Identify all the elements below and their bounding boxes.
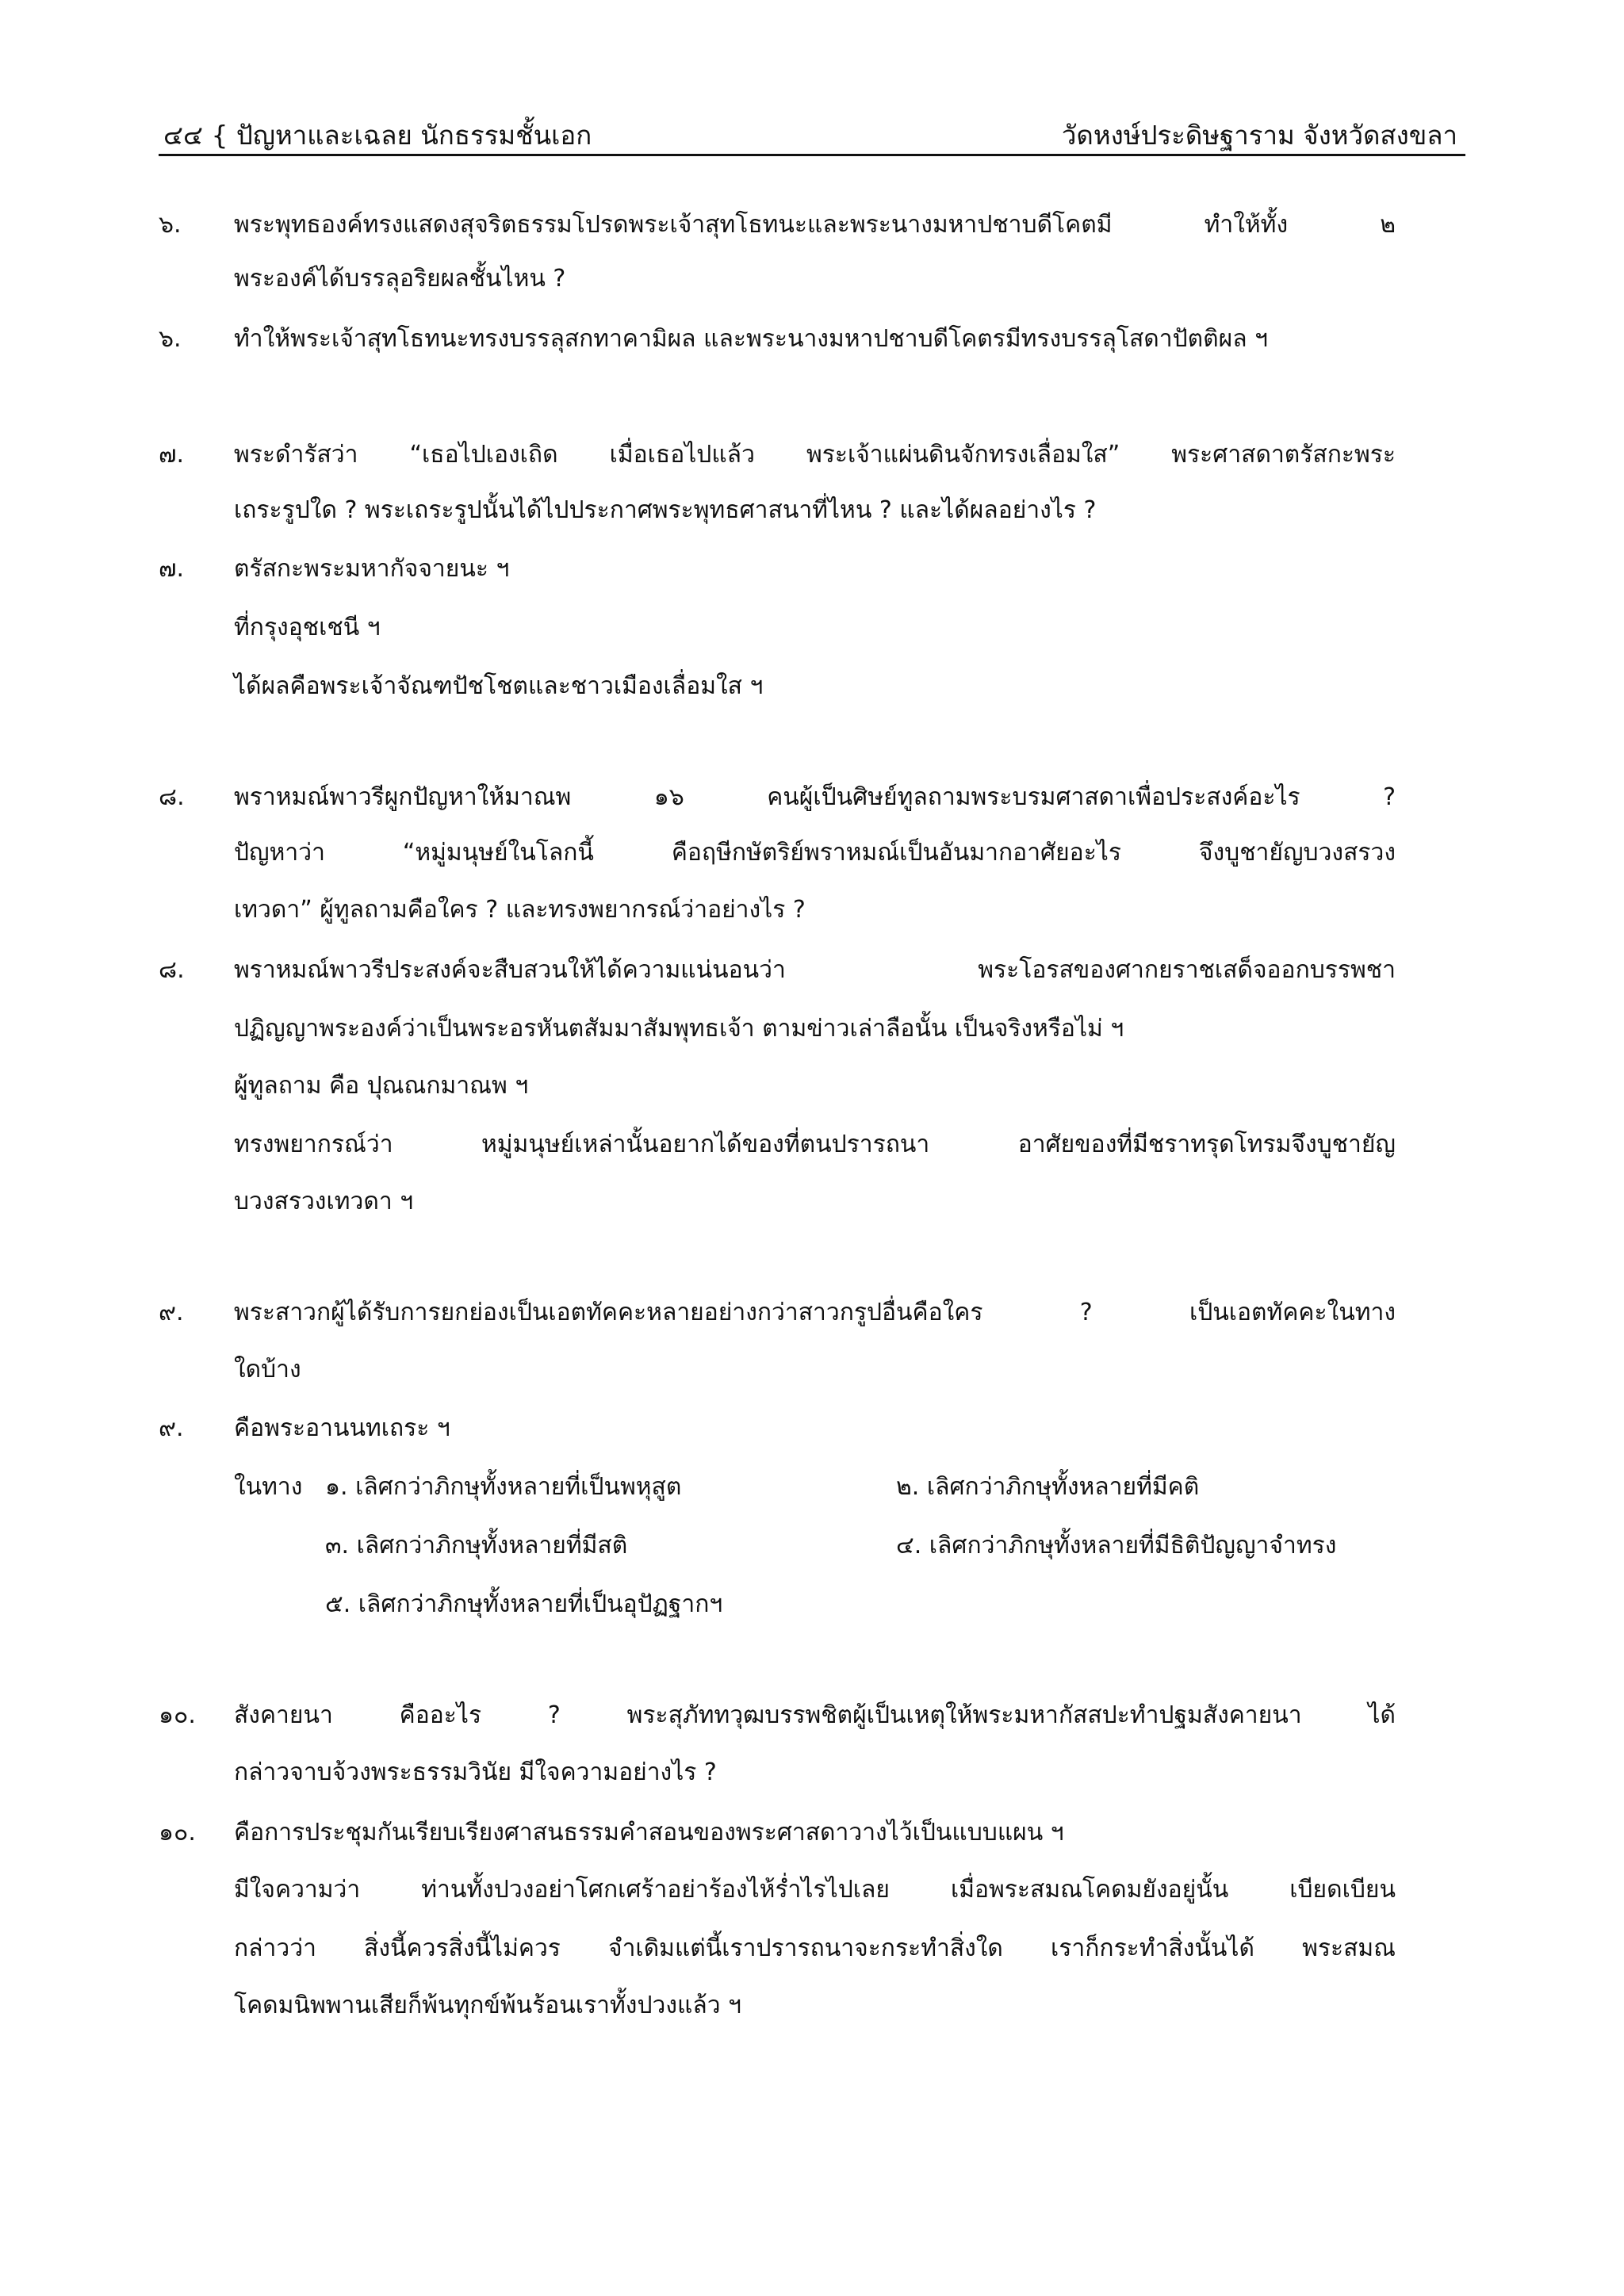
question-text: เถระรูปใด ? พระเถระรูปนั้นได้ไปประกาศพระพุทธศาสนาที่ไหน ? และได้ผลอย่างไร ? <box>234 496 1097 524</box>
question-text: พระพุทธองค์ทรงแสดงสุจริตธรรมโปรดพระเจ้าสุทโธทนะและพระนางมหาปชาบดีโคตมี ทำให้ทั้ง ๒ <box>234 211 1396 239</box>
question-text: กล่าวจาบจ้วงพระธรรมวินัย มีใจความอย่างไร ? <box>234 1758 717 1786</box>
answer-line <box>159 1405 1396 1452</box>
answer-text: พราหมณ์พาวรีประสงค์จะสืบสวนให้ได้ความแน่นอนว่า พระโอรสของศากยราชเสด็จออกบรรพชา <box>234 956 1396 984</box>
answer-line <box>159 663 1396 710</box>
question-line <box>159 886 1396 934</box>
answer-line <box>159 1178 1396 1226</box>
answer-line <box>159 1866 1396 1914</box>
question-line <box>159 1692 1396 1739</box>
question-text: พระดำรัสว่า “เธอไปเองเถิด เมื่อเธอไปแล้ว พระเจ้าแผ่นดินจักทรงเลื่อมใส” พระศาสดาตรัสกะพระ <box>234 441 1396 469</box>
question-line <box>159 487 1396 534</box>
question-line <box>159 774 1396 821</box>
answer-text: ตรัสกะพระมหากัจจายนะ ฯ <box>234 555 510 583</box>
question-text: เทวดา” ผู้ทูลถามคือใคร ? และทรงพยากรณ์ว่าอย่างไร ? <box>234 896 806 924</box>
question-text: พระสาวกผู้ได้รับการยกย่องเป็นเอตทัคคะหลายอย่างกว่าสาวกรูปอื่นคือใคร ? เป็นเอตทัคคะในทาง <box>234 1299 1396 1326</box>
answer-line <box>159 1809 1396 1857</box>
answer-number: ๘. <box>159 956 185 984</box>
answer-line <box>159 1121 1396 1169</box>
answer-number: ๑๐. <box>159 1819 196 1846</box>
question-line <box>159 1289 1396 1337</box>
answer-line <box>159 604 1396 652</box>
answer-line <box>159 545 1396 593</box>
answer-number: ๖. <box>159 325 182 353</box>
header-temple-name: วัดหงษ์ประดิษฐาราม จังหวัดสงขลา <box>1061 120 1457 151</box>
answer-text: ที่กรุงอุชเชนี ฯ <box>234 614 381 641</box>
question-number: ๘. <box>159 783 185 811</box>
answer-number: ๗. <box>159 555 185 583</box>
question-line <box>159 1749 1396 1797</box>
question-line <box>159 255 1396 303</box>
question-number: ๑๐. <box>159 1701 196 1729</box>
list-item: ๑. เลิศกว่าภิกษุทั้งหลายที่เป็นพหุสูต <box>325 1473 682 1501</box>
answer-list-row <box>159 1522 1396 1570</box>
list-item: ๕. เลิศกว่าภิกษุทั้งหลายที่เป็นอุปัฏฐากฯ <box>325 1590 723 1618</box>
question-line <box>159 829 1396 877</box>
question-text: ปัญหาว่า “หมู่มนุษย์ในโลกนี้ คือฤษีกษัตริย์พราหมณ์เป็นอันมากอาศัยอะไร จึงบูชายัญบวงสรวง <box>234 839 1396 867</box>
header-divider <box>159 154 1465 156</box>
question-text: พระองค์ได้บรรลุอริยผลชั้นไหน ? <box>234 265 566 293</box>
question-line <box>159 201 1396 249</box>
question-number: ๗. <box>159 441 185 469</box>
header-page-title: ๔๔ { ปัญหาและเฉลย นักธรรมชั้นเอก <box>163 120 592 151</box>
answer-text: บวงสรวงเทวดา ฯ <box>234 1188 414 1215</box>
list-item: ๓. เลิศกว่าภิกษุทั้งหลายที่มีสติ <box>325 1532 628 1559</box>
answer-text: ได้ผลคือพระเจ้าจัณฑปัชโชตและชาวเมืองเลื่อมใส ฯ <box>234 672 764 700</box>
answer-text: ทำให้พระเจ้าสุทโธทนะทรงบรรลุสกทาคามิผล และพระนางมหาปชาบดีโคตรมีทรงบรรลุโสดาปัตติผล ฯ <box>234 325 1268 353</box>
answer-list-prefix: ในทาง <box>234 1473 303 1501</box>
list-item: ๔. เลิศกว่าภิกษุทั้งหลายที่มีธิติปัญญาจำทรง <box>896 1532 1337 1559</box>
answer-line <box>159 1005 1396 1053</box>
question-number: ๖. <box>159 211 182 239</box>
answer-list-row <box>159 1581 1396 1628</box>
answer-number: ๙. <box>159 1414 184 1442</box>
question-text: พราหมณ์พาวรีผูกปัญหาให้มาณพ ๑๖ คนผู้เป็นศิษย์ทูลถามพระบรมศาสดาเพื่อประสงค์อะไร ? <box>234 783 1396 811</box>
page-header <box>159 111 1465 155</box>
question-text: ใดบ้าง <box>234 1356 301 1383</box>
answer-list-row <box>159 1464 1396 1511</box>
question-number: ๙. <box>159 1299 184 1326</box>
question-line <box>159 1346 1396 1394</box>
answer-line <box>159 947 1396 994</box>
answer-text: คือพระอานนทเถระ ฯ <box>234 1414 450 1442</box>
answer-line <box>159 1925 1396 1973</box>
answer-text: กล่าวว่า สิ่งนี้ควรสิ่งนี้ไม่ควร จำเดิมแต่นี้เราปรารถนาจะกระทำสิ่งใด เราก็กระทำสิ่งนั้นได้ พระสมณ <box>234 1934 1396 1962</box>
answer-line <box>159 1982 1396 2030</box>
answer-line <box>159 1062 1396 1110</box>
answer-text: ทรงพยากรณ์ว่า หมู่มนุษย์เหล่านั้นอยากได้ของที่ตนปรารถนา อาศัยของที่มีชราทรุดโทรมจึงบูชายัญ <box>234 1131 1396 1158</box>
answer-text: คือการประชุมกันเรียบเรียงศาสนธรรมคำสอนของพระศาสดาวางไว้เป็นแบบแผน ฯ <box>234 1819 1064 1846</box>
list-item: ๒. เลิศกว่าภิกษุทั้งหลายที่มีคติ <box>896 1473 1200 1501</box>
answer-text: โคดมนิพพานเสียก็พ้นทุกข์พ้นร้อนเราทั้งปวงแล้ว ฯ <box>234 1992 741 2019</box>
question-line <box>159 431 1396 479</box>
question-text: สังคายนา คืออะไร ? พระสุภัททวุฒบรรพชิตผู้เป็นเหตุให้พระมหากัสสปะทำปฐมสังคายนา ได้ <box>234 1701 1396 1729</box>
answer-text: ปฏิญญาพระองค์ว่าเป็นพระอรหันตสัมมาสัมพุทธเจ้า ตามข่าวเล่าลือนั้น เป็นจริงหรือไม่ ฯ <box>234 1015 1124 1043</box>
answer-line <box>159 316 1396 363</box>
answer-text: ผู้ทูลถาม คือ ปุณณกมาณพ ฯ <box>234 1072 529 1100</box>
answer-text: มีใจความว่า ท่านทั้งปวงอย่าโศกเศร้าอย่าร้องไห้ร่ำไรไปเลย เมื่อพระสมณโคดมยังอยู่นั้น เบียดเบียน <box>234 1876 1396 1904</box>
